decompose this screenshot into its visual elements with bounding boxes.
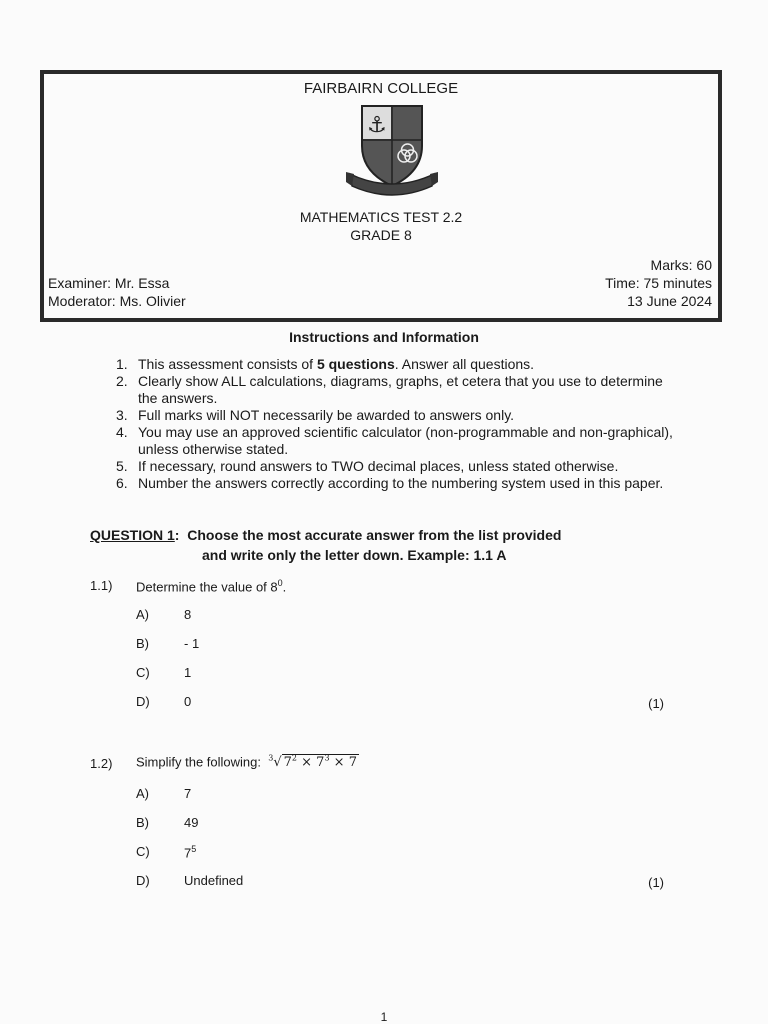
option-value: Undefined [184, 873, 244, 888]
option-value: - 1 [184, 636, 200, 651]
option-letter: B) [136, 636, 149, 651]
radicand-part: × 7 [297, 755, 325, 771]
radicand-part: 7 [283, 755, 292, 771]
instruction-text: Clearly show ALL calculations, diagrams, graphs, et cetera that you use to determine the answers. [138, 373, 663, 406]
option-value: 8 [184, 607, 192, 622]
question-1-heading: QUESTION 1: Choose the most accurate answer from the list provided and write only the letter down. Example: 1.1 A [90, 527, 562, 563]
question-instruction: Choose the most accurate answer from the list provided [187, 527, 562, 543]
option-value: 7 [184, 786, 192, 801]
radicand-part: × 7 [329, 755, 357, 771]
instruction-text: . Answer all questions. [394, 356, 535, 372]
instruction-number: 6. [116, 475, 128, 491]
option-letter: C) [136, 665, 150, 680]
instruction-bold: 5 questions [316, 356, 395, 372]
school-crest-logo [346, 102, 438, 202]
instruction-text: Full marks will NOT necessarily be awarded to answers only. [138, 407, 515, 423]
total-marks: Marks: 60 [650, 257, 712, 273]
option-letter: C) [136, 844, 150, 859]
test-title-line: MATHEMATICS TEST 2.2 [299, 209, 463, 225]
instruction-text: You may use an approved scientific calculator (non-programmable and non-graphical), unless otherwise stated. [138, 424, 673, 457]
instruction-number: 2. [116, 373, 128, 389]
option-letter: A) [136, 607, 149, 622]
instruction-number: 1. [116, 356, 128, 372]
examiner: Examiner: Mr. Essa [48, 275, 170, 291]
question-number: 1.1) [90, 578, 113, 593]
test-info [605, 256, 712, 310]
question-text-part: Simplify the following: [136, 754, 261, 770]
instruction-item [116, 373, 676, 407]
instruction-item [116, 424, 676, 458]
question-text [136, 754, 359, 770]
mark-allocation: (1) [648, 875, 664, 890]
instruction-text: Number the answers correctly according to the numbering system used in this paper. [138, 475, 664, 491]
radical-index: 3 [268, 754, 274, 763]
option-letter: D) [136, 873, 150, 888]
instruction-item [116, 475, 676, 492]
instruction-number: 4. [116, 424, 128, 440]
time-allowed: Time: 75 minutes [605, 275, 712, 291]
svg-text:⚓: ⚓ [367, 113, 387, 138]
school-name: FAIRBAIRN COLLEGE [303, 80, 459, 97]
question-text-part: . [282, 579, 287, 595]
option-letter: B) [136, 815, 149, 830]
option-base: 7 [184, 845, 192, 861]
option-value: 0 [184, 694, 192, 709]
instruction-text: This assessment consists of [138, 356, 317, 372]
option-value: 1 [184, 665, 192, 680]
instruction-number: 3. [116, 407, 128, 423]
page-number: 1 [380, 1010, 388, 1024]
question-instruction-line-2: and write only the letter down. Example: 1.1 A [202, 547, 507, 563]
option-value: 49 [184, 815, 199, 830]
test-title [44, 208, 718, 244]
instruction-item [116, 458, 676, 475]
exponent: 3 [324, 754, 330, 763]
question-number: 1.2) [90, 756, 113, 771]
option-letter: A) [136, 786, 149, 801]
cube-root-expression: $^3$√ $7^2 \times 7^3 \times 7$ [268, 754, 357, 771]
staff-info [48, 274, 186, 310]
grade-line: GRADE 8 [350, 227, 412, 243]
option-value [184, 844, 196, 860]
instructions-title: Instructions and Information [289, 329, 479, 345]
question-label: QUESTION 1 [90, 527, 175, 543]
instructions-list [116, 356, 676, 492]
mark-allocation: (1) [648, 696, 664, 711]
option-letter: D) [136, 694, 150, 709]
question-text-part: Determine the value of 8 [136, 579, 278, 595]
exponent: 5 [191, 844, 197, 854]
instruction-number: 5. [116, 458, 128, 474]
moderator: Moderator: Ms. Olivier [48, 293, 186, 309]
question-text [136, 578, 286, 594]
instruction-item [116, 407, 676, 424]
instruction-item [116, 356, 676, 373]
instruction-text: If necessary, round answers to TWO decimal places, unless stated otherwise. [138, 458, 619, 474]
exponent: 2 [291, 754, 297, 763]
test-date: 13 June 2024 [627, 293, 712, 309]
radicand [282, 754, 359, 770]
exponent: 0 [277, 578, 283, 588]
header-box [40, 70, 722, 322]
